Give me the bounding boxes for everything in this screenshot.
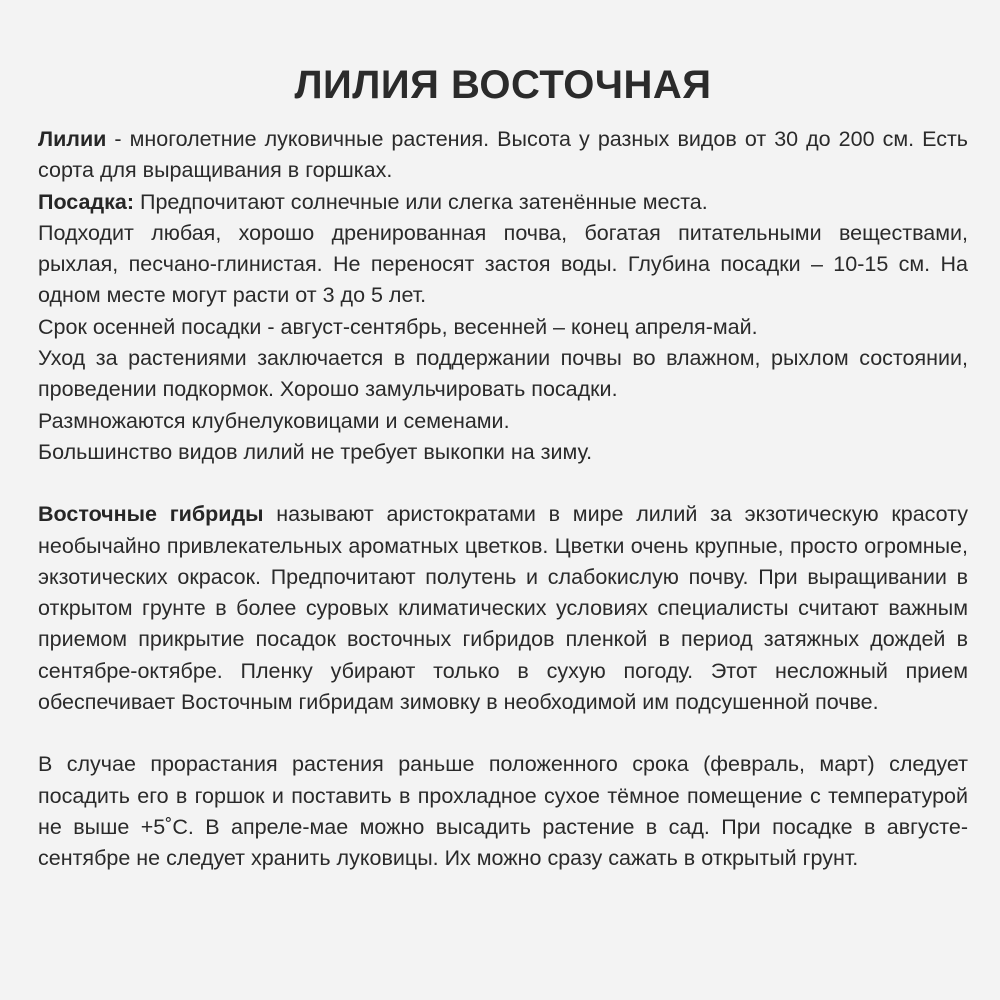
spacer bbox=[38, 468, 968, 499]
paragraph-oriental-hybrids bbox=[38, 499, 968, 718]
spacer bbox=[38, 718, 968, 749]
term-oriental-hybrids: Восточные гибриды bbox=[38, 502, 264, 527]
paragraph-planting bbox=[38, 187, 968, 218]
planting-description: Предпочитают солнечные или слегка затенённые места. bbox=[134, 189, 708, 214]
section-general bbox=[38, 124, 968, 468]
paragraph-winter: Большинство видов лилий не требует выкопки на зиму. bbox=[38, 439, 593, 464]
lilies-description: - многолетние луковичные растения. Высота у разных видов от 30 до 200 см. Есть сорта для выращивания в горшках. bbox=[38, 127, 968, 183]
paragraph-care: Уход за растениями заключается в поддержании почвы во влажном, рыхлом состоянии, проведении подкормок. Хорошо замульчировать посадки. bbox=[38, 346, 968, 402]
section-early-sprouting bbox=[38, 749, 968, 874]
paragraph-planting-time: Срок осенней посадки - август-сентябрь, весенней – конец апреля-май. bbox=[38, 314, 758, 339]
section-oriental-hybrids bbox=[38, 499, 968, 718]
paragraph-early-sprouting: В случае прорастания растения раньше положенного срока (февраль, март) следует посадить его в горшок и поставить в прохладное сухое тёмное помещение с температурой не выше +5˚С. В апреле-мае можно высадить растение в сад. При посадке в августе-сентябре не следует хранить луковицы. Их можно сразу сажать в открытый грунт. bbox=[38, 752, 968, 871]
paragraph-lilies bbox=[38, 124, 968, 187]
term-lilies: Лилии bbox=[38, 127, 107, 151]
page-title: ЛИЛИЯ ВОСТОЧНАЯ bbox=[294, 63, 712, 107]
paragraph-soil: Подходит любая, хорошо дренированная почва, богатая питательными веществами, рыхлая, песчано-глинистая. Не переносят застоя воды. Глубина посадки – 10-15 см. На одном месте могут расти от 3 до 5 лет. bbox=[38, 220, 968, 308]
term-planting: Посадка: bbox=[38, 189, 135, 214]
oriental-hybrids-description: называют аристократами в мире лилий за экзотическую красоту необычайно привлекательных ароматных цветков. Цветки очень крупные, просто огромные, экзотических окрасок. Предпочитают полутень и слабокислую почву. При выращивании в открытом грунте в более суровых климатических условиях специалисты считают важным приемом прикрытие посадок восточных гибридов пленкой в период затяжных дождей в сентябре-октябре. Пленку убирают только в сухую погоду. Этот несложный прием обеспечивает Восточным гибридам зимовку в необходимой им подсушенной почве. bbox=[38, 502, 968, 715]
paragraph-propagation: Размножаются клубнелуковицами и семенами. bbox=[38, 408, 510, 433]
